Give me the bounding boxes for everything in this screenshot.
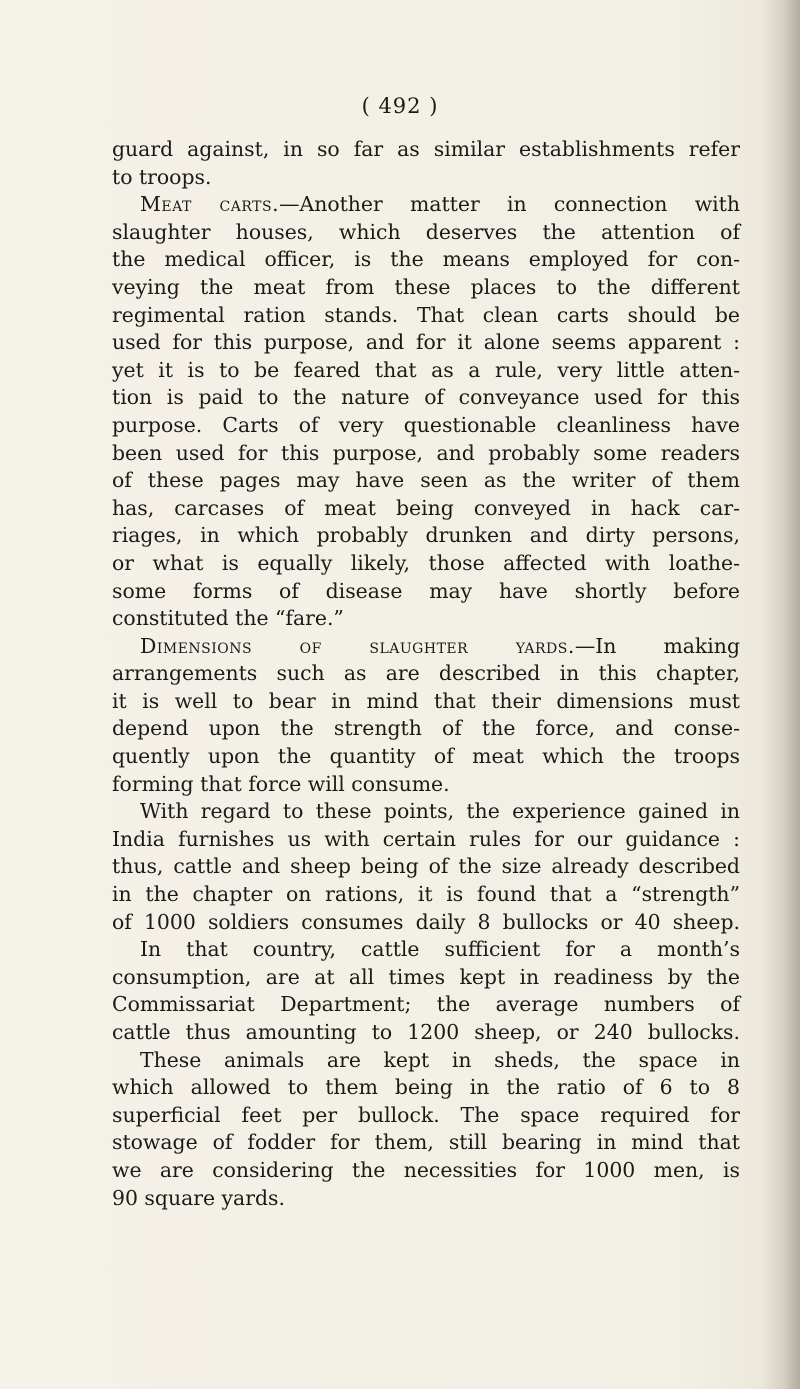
text-fragment: —In making: [574, 633, 740, 658]
text-line: has, carcases of meat being conveyed in hack car-: [112, 495, 740, 520]
text-line: These animals are kept in sheds, the space in: [140, 1047, 740, 1072]
text-line: superficial feet per bullock. The space required for: [112, 1102, 740, 1127]
text-line: consumption, are at all times kept in readiness by the: [112, 964, 740, 989]
body-text: [112, 136, 740, 1212]
text-line: of these pages may have seen as the writer of them: [112, 468, 740, 493]
text-line: 90 square yards.: [112, 1185, 285, 1210]
section-heading-meat-carts: Meat carts.: [140, 192, 280, 217]
text-line: stowage of fodder for them, still bearing in mind that: [112, 1130, 740, 1155]
text-line: veying the meat from these places to the different: [112, 274, 740, 299]
text-line: which allowed to them being in the ratio of 6 to 8: [112, 1075, 740, 1100]
text-line: With regard to these points, the experience gained in: [140, 799, 740, 824]
text-line: cattle thus amounting to 1200 sheep, or 240 bullocks.: [112, 1020, 740, 1044]
text-fragment: —Another matter in connection with: [279, 192, 740, 217]
text-line: it is well to bear in mind that their dimensions must: [112, 688, 740, 713]
text-line: In that country, cattle sufficient for a month’s: [140, 937, 740, 962]
text-line: tion is paid to the nature of conveyance used for this: [112, 385, 740, 410]
text-line: constituted the “fare.”: [112, 606, 344, 631]
text-line: purpose. Carts of very questionable cleanliness have: [112, 412, 740, 437]
page-edge-shadow: [764, 0, 800, 1389]
text-line: regimental ration stands. That clean carts should be: [112, 302, 740, 327]
text-line: the medical officer, is the means employed for con-: [112, 247, 740, 272]
text-line: of 1000 soldiers consumes daily 8 bullocks or 40 sheep.: [112, 909, 740, 934]
section-heading-dimensions: Dimensions of slaughter yards.: [140, 633, 575, 658]
paragraph-first-line: [112, 191, 740, 219]
text-line: thus, cattle and sheep being of the size already described: [112, 854, 740, 879]
text-line: to troops.: [112, 164, 212, 189]
text-line: used for this purpose, and for it alone seems apparent :: [112, 330, 740, 355]
text-line: forming that force will consume.: [112, 771, 450, 796]
text-line: some forms of disease may have shortly before: [112, 578, 740, 603]
text-line: depend upon the strength of the force, and conse-: [112, 716, 740, 741]
text-line: or what is equally likely, those affected with loathe-: [112, 550, 740, 575]
text-line: India furnishes us with certain rules for our guidance :: [112, 826, 740, 851]
text-line: Commissariat Department; the average numbers of: [112, 992, 740, 1017]
text-line: arrangements such as are described in this chapter,: [112, 661, 740, 686]
page-number: ( 492 ): [361, 94, 439, 118]
text-line: yet it is to be feared that as a rule, very little atten-: [112, 357, 740, 382]
text-line: quently upon the quantity of meat which the troops: [112, 744, 740, 769]
text-line: been used for this purpose, and probably some readers: [112, 440, 740, 465]
text-line: guard against, in so far as similar establishments refer: [112, 137, 740, 161]
paragraph-first-line: [112, 633, 740, 661]
text-line: slaughter houses, which deserves the attention of: [112, 219, 740, 244]
text-line: we are considering the necessities for 1000 men, is: [112, 1157, 740, 1182]
text-line: riages, in which probably drunken and dirty persons,: [112, 523, 740, 548]
text-line: in the chapter on rations, it is found that a “strength”: [112, 882, 740, 907]
